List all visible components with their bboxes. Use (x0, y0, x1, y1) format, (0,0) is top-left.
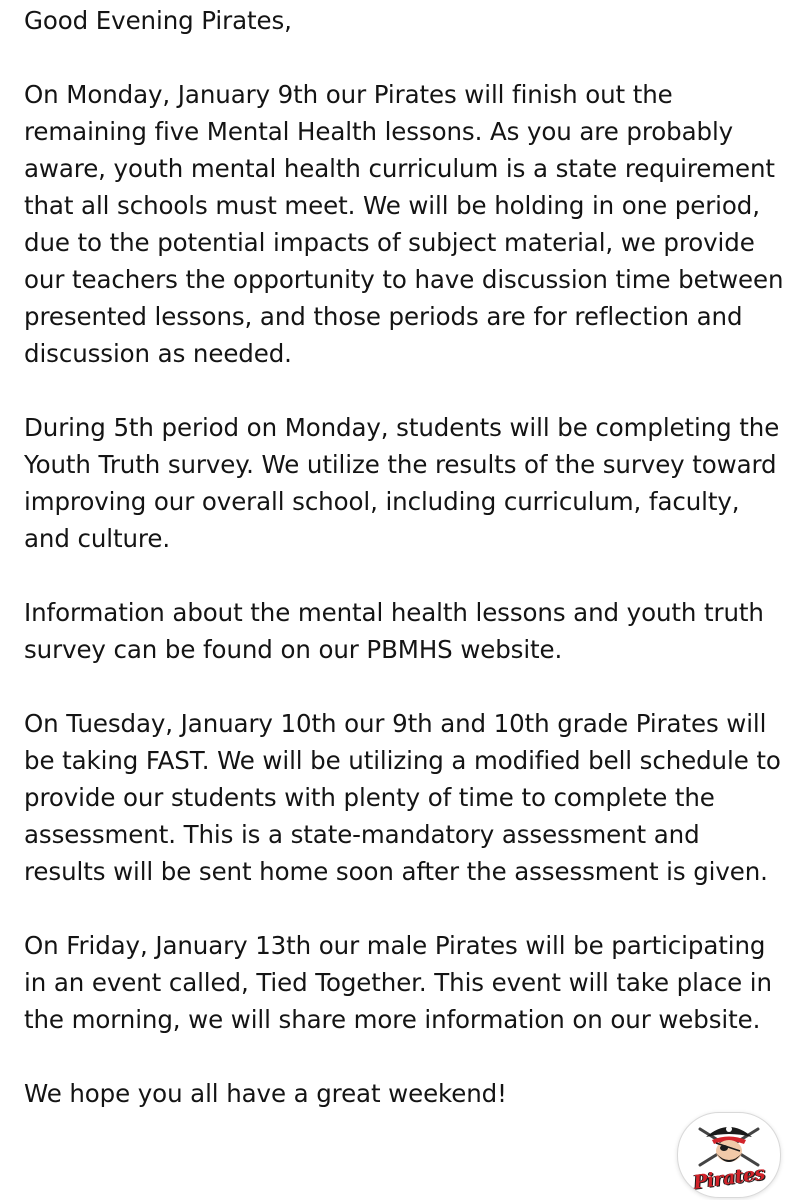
paragraph-tied-together: On Friday, January 13th our male Pirates will be participating in an event called, Tied Together. This event will take place in the morning, we will share more information on our website. (24, 931, 772, 1034)
paragraph-fast-assessment: On Tuesday, January 10th our 9th and 10th grade Pirates will be taking FAST. We will be utilizing a modified bell schedule to provide our students with plenty of time to complete the assessment. This is a state-mandatory assessment and results will be sent home soon after the assessment is given. (24, 709, 781, 886)
paragraph-website-info: Information about the mental health lessons and youth truth survey can be found on our PBMHS website. (24, 598, 764, 664)
logo-text: Pirates (691, 1162, 767, 1194)
message-body (24, 2, 784, 1112)
greeting-text: Good Evening Pirates, (24, 6, 292, 35)
pirates-logo (677, 1112, 781, 1198)
paragraph-mental-health-lessons: On Monday, January 9th our Pirates will finish out the remaining five Mental Health lessons. As you are probably aware, youth mental health curriculum is a state requirement that all schools must meet. We will be holding in one period, due to the potential impacts of subject material, we provide our teachers the opportunity to have discussion time between presented lessons, and those periods are for reflection and discussion as needed. (24, 80, 784, 368)
closing-text: We hope you all have a great weekend! (24, 1079, 507, 1108)
paragraph-youth-truth-survey: During 5th period on Monday, students will be completing the Youth Truth survey. We utilize the results of the survey toward improving our overall school, including curriculum, faculty, and culture. (24, 413, 780, 553)
